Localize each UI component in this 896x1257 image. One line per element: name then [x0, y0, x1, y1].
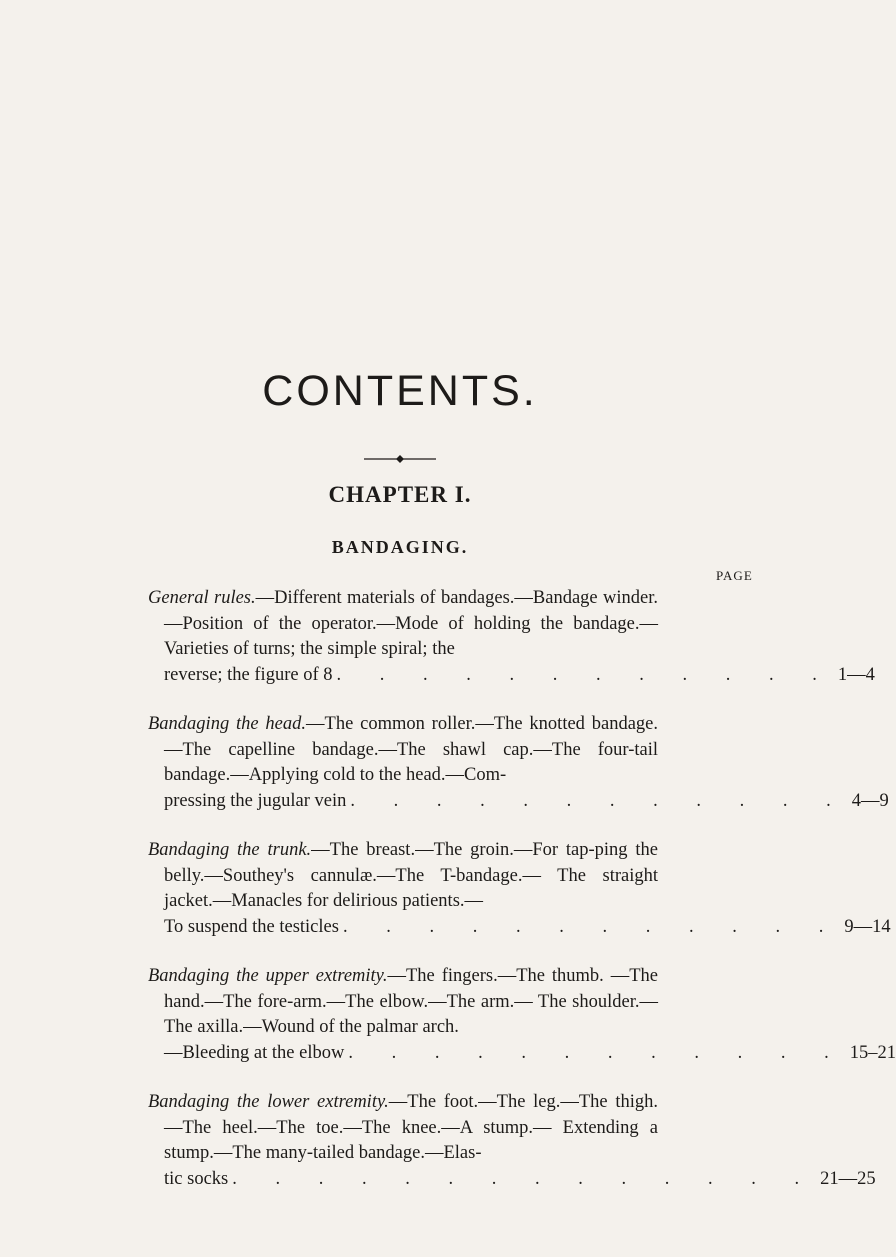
- contents-entry: [148, 964, 896, 1066]
- entry-pages: 1—4: [837, 664, 875, 685]
- entry-pages: 9—14: [844, 916, 891, 937]
- entry-text: —The breast.—The groin.—For tap-ping the belly.—Southey's cannulæ.—The T-bandage.— The straight jacket.—Manacles for delirious patients.—: [164, 840, 659, 911]
- contents-entry: [148, 712, 889, 814]
- entry-title: General rules.: [148, 588, 256, 608]
- entry-pages: 4—9: [851, 790, 889, 811]
- ornament-divider-icon: [364, 455, 436, 463]
- dot-leader: . . . . . . . . . . . . . .: [232, 1168, 817, 1189]
- contents-entries: [148, 586, 896, 1216]
- contents-entry: [148, 1090, 876, 1192]
- contents-title: CONTENTS.: [262, 367, 538, 415]
- entry-title: Bandaging the trunk.: [148, 840, 312, 860]
- contents-entry: [148, 838, 891, 940]
- entry-text: —The common roller.—The knotted bandage.—The capelline bandage.—The shawl cap.—The four-tail bandage.—Applying cold to the head.—Com-: [164, 714, 658, 785]
- entry-pages: 15–21: [849, 1042, 896, 1063]
- page-column-label: PAGE: [716, 568, 753, 583]
- entry-text-end: pressing the jugular vein: [164, 790, 347, 811]
- entry-text-end: —Bleeding at the elbow: [164, 1042, 345, 1063]
- entry-text: —The foot.—The leg.—The thigh.—The heel.—The toe.—The knee.—A stump.— Extending a stump.—The many-tailed bandage.—Elas-: [164, 1092, 658, 1163]
- dot-leader: . . . . . . . . . . . .: [348, 1042, 846, 1063]
- dot-leader: . . . . . . . . . . . .: [350, 790, 848, 811]
- entry-pages: 21—25: [820, 1168, 876, 1189]
- entry-text-end: tic socks: [164, 1168, 229, 1189]
- dot-leader: . . . . . . . . . . . .: [336, 664, 834, 685]
- dot-leader: . . . . . . . . . . . .: [342, 916, 841, 937]
- entry-title: Bandaging the upper extremity.: [148, 966, 388, 986]
- entry-text-end: reverse; the figure of 8: [164, 664, 333, 685]
- entry-title: Bandaging the head.: [148, 714, 307, 734]
- entry-text: —The fingers.—The thumb. —The hand.—The fore-arm.—The elbow.—The arm.— The shoulder.—The axilla.—Wound of the palmar arch.: [164, 966, 658, 1037]
- entry-text: —Different materials of bandages.—Bandage winder.—Position of the operator.—Mode of holding the bandage.—Varieties of turns; the simple spiral; the: [164, 588, 658, 659]
- contents-entry: [148, 586, 875, 688]
- entry-text-end: To suspend the testicles: [164, 916, 339, 937]
- entry-title: Bandaging the lower extremity.: [148, 1092, 389, 1112]
- chapter-heading: CHAPTER I.: [328, 482, 472, 507]
- chapter-subject: BANDAGING.: [331, 537, 469, 557]
